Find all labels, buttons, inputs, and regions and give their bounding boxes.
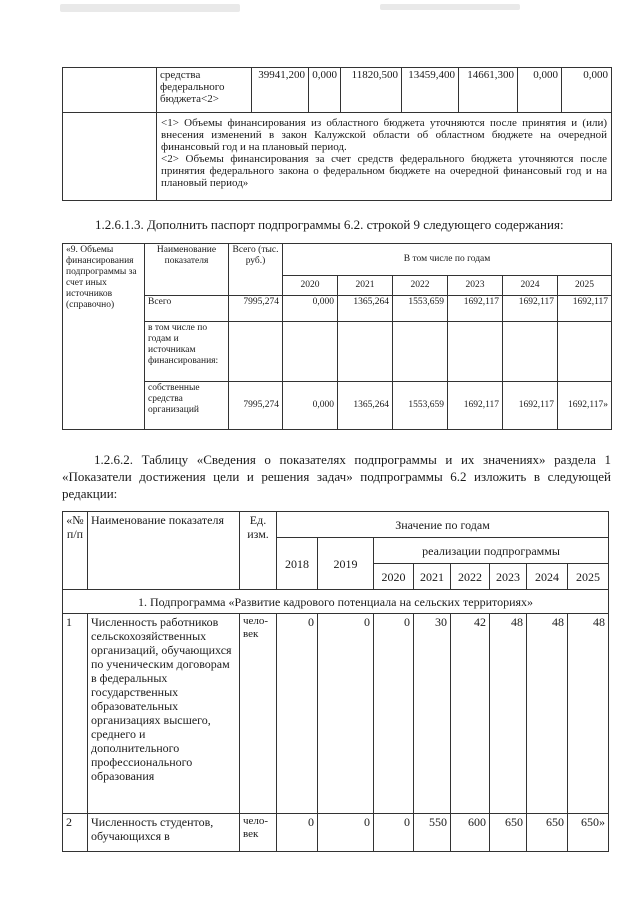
- value-cell: 11820,500: [341, 68, 402, 113]
- value-cell: 650: [527, 814, 568, 852]
- indicator-name: Численность студентов, обучающихся в: [88, 814, 240, 852]
- value-cell: 600: [451, 814, 490, 852]
- header-unit: Ед. изм.: [240, 512, 277, 590]
- value-cell: 0: [374, 614, 414, 814]
- indicators-table: [62, 511, 609, 852]
- empty-cell: [63, 68, 157, 113]
- value-cell: 650: [490, 814, 527, 852]
- value-cell: 0: [318, 614, 374, 814]
- value-cell: 42: [451, 614, 490, 814]
- paragraph-1-2-6-1-3: 1.2.6.1.3. Дополнить паспорт подпрограммы 6.2. строкой 9 следующего содержания:: [95, 217, 564, 232]
- year-header: 2024: [527, 564, 568, 590]
- row-num: 1: [63, 614, 88, 814]
- value-cell: 550: [414, 814, 451, 852]
- header-total: Всего (тыс. руб.): [229, 244, 283, 296]
- header-values: Значение по годам: [277, 512, 609, 538]
- value-cell: 13459,400: [402, 68, 459, 113]
- value-cell: 0,000: [283, 296, 338, 322]
- value-cell: 1692,117: [503, 382, 558, 430]
- value-cell: [393, 322, 448, 382]
- value-cell: 1692,117: [448, 382, 503, 430]
- value-cell: 1365,264: [338, 382, 393, 430]
- value-cell: 0,000: [562, 68, 612, 113]
- row-label: Всего: [145, 296, 229, 322]
- header-name: Наименование показателя: [145, 244, 229, 296]
- year-header: 2022: [393, 276, 448, 296]
- year-header: 2023: [448, 276, 503, 296]
- total-cell: [229, 322, 283, 382]
- value-cell: 1692,117»: [558, 382, 612, 430]
- footnote-2: <2> Объемы финансирования за счет средств федерального бюджета уточняются после принятия федерального закона о федеральном бюджете на очередной финансовый год и на плановый период»: [161, 153, 607, 189]
- value-cell: 1692,117: [448, 296, 503, 322]
- footnotes: [157, 113, 612, 201]
- unit-cell: чело-век: [240, 814, 277, 852]
- year-header: 2021: [414, 564, 451, 590]
- value-cell: 0,000: [283, 382, 338, 430]
- year-header: 2021: [338, 276, 393, 296]
- footnote-1: <1> Объемы финансирования из областного бюджета уточняются после принятия и (или) внесения изменений в закон Калужской области об областном бюджете на очередной финансовый год и на плановый период.: [161, 117, 607, 153]
- value-cell: 650»: [568, 814, 609, 852]
- passport-row-9-table: [62, 243, 612, 430]
- value-cell: 0,000: [518, 68, 562, 113]
- year-header: 2025: [558, 276, 612, 296]
- value-cell: 1692,117: [503, 296, 558, 322]
- row-label: собственные средства организаций: [145, 382, 229, 430]
- year-header: 2018: [277, 538, 318, 590]
- row-num: 2: [63, 814, 88, 852]
- header-indicator-name: Наименование показателя: [88, 512, 240, 590]
- value-cell: [558, 322, 612, 382]
- value-cell: 48: [527, 614, 568, 814]
- value-cell: [283, 322, 338, 382]
- row-9-title: «9. Объемы финансирования подпрограммы за счет иных источников (справочно): [63, 244, 145, 430]
- value-cell: 1692,117: [558, 296, 612, 322]
- year-header: 2019: [318, 538, 374, 590]
- value-cell: 30: [414, 614, 451, 814]
- row-label: средства федерального бюджета<2>: [157, 68, 252, 113]
- scan-smudge: [380, 4, 520, 10]
- indicator-name: Численность работников сельскохозяйственных организаций, обучающихся по ученическим договорам в федеральных государственных образовательных организациях высшего, среднего и дополнительного профессионального образования: [88, 614, 240, 814]
- total-cell: 7995,274: [229, 296, 283, 322]
- year-header: 2022: [451, 564, 490, 590]
- value-cell: 1365,264: [338, 296, 393, 322]
- year-header: 2025: [568, 564, 609, 590]
- value-cell: [448, 322, 503, 382]
- value-cell: [338, 322, 393, 382]
- value-cell: 48: [568, 614, 609, 814]
- section-title: 1. Подпрограмма «Развитие кадрового потенциала на сельских территориях»: [63, 590, 609, 614]
- value-cell: 48: [490, 614, 527, 814]
- year-header: 2023: [490, 564, 527, 590]
- year-header: 2020: [374, 564, 414, 590]
- value-cell: 0: [318, 814, 374, 852]
- empty-cell: [63, 113, 157, 201]
- paragraph-1-2-6-2: 1.2.6.2. Таблицу «Сведения о показателях подпрограммы и их значениях» раздела 1 «Показатели достижения цели и решения задач» подпрограммы 6.2 изложить в следующей редакции:: [62, 452, 611, 501]
- header-years: В том числе по годам: [283, 244, 612, 276]
- header-realization: реализации подпрограммы: [374, 538, 609, 564]
- year-header: 2020: [283, 276, 338, 296]
- value-cell: 39941,200: [252, 68, 309, 113]
- scan-smudge: [60, 4, 240, 12]
- value-cell: 0: [277, 814, 318, 852]
- value-cell: 0: [277, 614, 318, 814]
- value-cell: 14661,300: [459, 68, 518, 113]
- value-cell: 1553,659: [393, 296, 448, 322]
- row-label: в том числе по годам и источникам финансирования:: [145, 322, 229, 382]
- unit-cell: чело-век: [240, 614, 277, 814]
- value-cell: 1553,659: [393, 382, 448, 430]
- value-cell: 0,000: [309, 68, 341, 113]
- header-num: «№ п/п: [63, 512, 88, 590]
- financing-table-continued: [62, 67, 612, 201]
- year-header: 2024: [503, 276, 558, 296]
- value-cell: 0: [374, 814, 414, 852]
- total-cell: 7995,274: [229, 382, 283, 430]
- value-cell: [503, 322, 558, 382]
